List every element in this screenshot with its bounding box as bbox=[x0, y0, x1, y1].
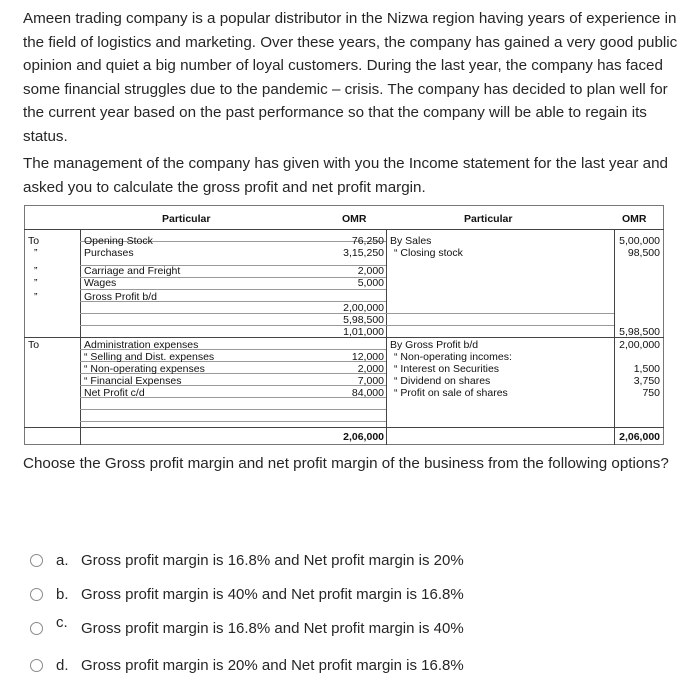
row-item: “ Financial Expenses bbox=[84, 375, 182, 387]
income-statement-table bbox=[24, 205, 664, 445]
question-task: The management of the company has given with you the Income statement for the last year and asked you to calculate the gross profit and net profit margin. bbox=[23, 155, 668, 196]
row-amount-total: 2,06,000 bbox=[619, 431, 660, 443]
row-item: Purchases bbox=[84, 247, 134, 259]
row-to: To bbox=[28, 235, 40, 247]
row-item: “ Non-operating incomes: bbox=[394, 351, 512, 363]
option-c[interactable] bbox=[30, 614, 464, 637]
option-letter: c. bbox=[56, 614, 68, 631]
row-amount-total: 2,06,000 bbox=[343, 431, 384, 443]
row-item: Carriage and Freight bbox=[84, 265, 181, 277]
row-item: Opening Stock bbox=[84, 235, 153, 247]
row-item: Administration expenses bbox=[84, 339, 199, 351]
row-amount: 5,98,500 bbox=[619, 326, 660, 338]
row-amount: 2,00,000 bbox=[343, 302, 384, 314]
question-prompt: Choose the Gross profit margin and net profit margin of the business from the following options? bbox=[23, 455, 669, 472]
row-amount: 1,01,000 bbox=[343, 326, 384, 338]
row-amount: 5,00,000 bbox=[619, 235, 660, 247]
radio-icon[interactable] bbox=[30, 554, 43, 567]
row-to: ” bbox=[34, 291, 38, 303]
row-item: Gross Profit b/d bbox=[84, 291, 157, 303]
row-item: “ Interest on Securities bbox=[394, 363, 500, 375]
row-amount: 84,000 bbox=[351, 387, 384, 399]
row-rule bbox=[80, 421, 386, 422]
row-to: To bbox=[28, 339, 40, 351]
row-amount: 2,000 bbox=[357, 265, 384, 277]
radio-icon[interactable] bbox=[30, 659, 43, 672]
option-b[interactable] bbox=[30, 586, 464, 603]
row-to: ” bbox=[34, 265, 38, 277]
row-amount: 5,000 bbox=[357, 277, 384, 289]
option-letter: d. bbox=[56, 657, 69, 674]
row-rule bbox=[80, 289, 386, 290]
option-d[interactable] bbox=[30, 657, 464, 674]
header-particular-left: Particular bbox=[162, 213, 211, 225]
row-rule bbox=[80, 409, 386, 410]
row-item: “ Dividend on shares bbox=[394, 375, 491, 387]
row-item: Net Profit c/d bbox=[84, 387, 145, 399]
row-amount: 3,15,250 bbox=[343, 247, 384, 259]
option-text: Gross profit margin is 16.8% and Net profit margin is 20% bbox=[81, 552, 464, 569]
option-letter: b. bbox=[56, 586, 69, 603]
row-amount: 2,000 bbox=[357, 363, 384, 375]
row-item: “ Profit on sale of shares bbox=[394, 387, 508, 399]
option-text: Gross profit margin is 16.8% and Net profit margin is 40% bbox=[81, 620, 464, 637]
radio-icon[interactable] bbox=[30, 622, 43, 635]
row-amount: 750 bbox=[642, 387, 660, 399]
question-intro: Ameen trading company is a popular distributor in the Nizwa region having years of experience in the field of logistics and marketing. Over these years, the company has gained a very good public opinion and quiet a big number of loyal customers. During the last year, the company has faced some financial struggles due to the pandemic – crisis. The company has decided to plan well for the current year based on the past performance so that the company will be able to regain its status. bbox=[23, 10, 678, 145]
row-amount: 1,500 bbox=[633, 363, 660, 375]
header-omr-left: OMR bbox=[342, 213, 367, 225]
row-amount: 76,250 bbox=[351, 235, 384, 247]
header-particular-right: Particular bbox=[464, 213, 513, 225]
option-text: Gross profit margin is 20% and Net profit margin is 16.8% bbox=[81, 657, 464, 674]
row-amount: 2,00,000 bbox=[619, 339, 660, 351]
row-amount: 7,000 bbox=[357, 375, 384, 387]
row-amount: 5,98,500 bbox=[343, 314, 384, 326]
header-omr-right: OMR bbox=[622, 213, 647, 225]
total-rule bbox=[24, 427, 664, 428]
option-a[interactable] bbox=[30, 552, 464, 569]
row-amount: 98,500 bbox=[627, 247, 660, 259]
option-text: Gross profit margin is 40% and Net profit margin is 16.8% bbox=[81, 586, 464, 603]
option-letter: a. bbox=[56, 552, 69, 569]
row-item: By Sales bbox=[390, 235, 432, 247]
row-to: ” bbox=[34, 247, 38, 259]
row-item: “ Closing stock bbox=[394, 247, 463, 259]
header-rule bbox=[24, 229, 664, 230]
row-amount: 3,750 bbox=[633, 375, 660, 387]
row-amount: 12,000 bbox=[351, 351, 384, 363]
radio-icon[interactable] bbox=[30, 588, 43, 601]
row-item: “ Selling and Dist. expenses bbox=[84, 351, 215, 363]
row-item: Wages bbox=[84, 277, 117, 289]
row-item: “ Non-operating expenses bbox=[84, 363, 205, 375]
row-item: By Gross Profit b/d bbox=[390, 339, 479, 351]
row-to: ” bbox=[34, 277, 38, 289]
